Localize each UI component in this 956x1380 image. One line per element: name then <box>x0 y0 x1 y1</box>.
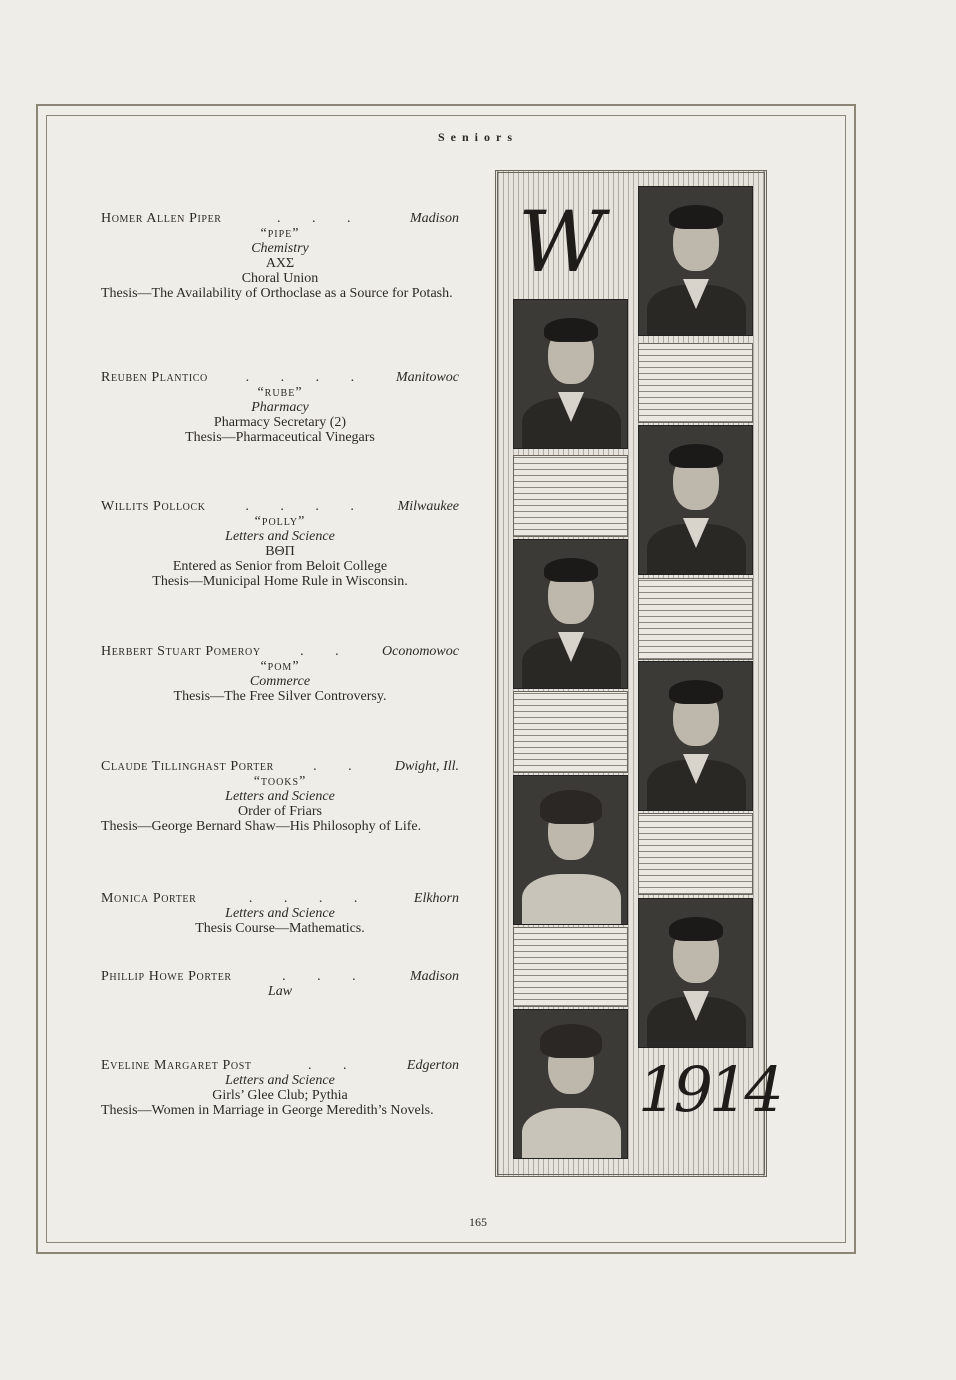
entry-town: Milwaukee <box>397 499 459 514</box>
entry-town: Madison <box>410 969 459 984</box>
entry-name: Claude Tillinghast Porter <box>101 759 274 774</box>
entry-name: Reuben Plantico <box>101 370 208 385</box>
entry-name: Phillip Howe Porter <box>101 969 232 984</box>
decorative-weave <box>638 343 753 423</box>
entry-thesis: Thesis—Municipal Home Rule in Wisconsin. <box>152 574 408 589</box>
entry-town: Dwight, Ill. <box>394 759 459 774</box>
entry-name: Monica Porter <box>101 891 197 906</box>
entry-course: Chemistry <box>251 241 309 256</box>
entry-activity: Choral Union <box>241 271 319 286</box>
senior-entry: Claude Tillinghast Porter . . Dwight, Ill. “tooks” Letters and Science Order of Friars Thesis—George Bernard Shaw—His Philosophy of Life. <box>101 759 459 834</box>
entry-activity: Girls’ Glee Club; Pythia <box>212 1088 348 1103</box>
portrait-photo <box>638 898 753 1048</box>
portrait-photo <box>513 1009 628 1159</box>
portrait-photo <box>638 425 753 575</box>
senior-entry: Herbert Stuart Pomeroy . . Oconomowoc “pom” Commerce Thesis—The Free Silver Controversy. <box>101 644 459 704</box>
entry-town: Elkhorn <box>413 891 459 906</box>
entry-nickname: “pom” <box>260 659 300 674</box>
entry-thesis: Thesis—The Availability of Orthoclase as a Source for Potash. <box>101 286 453 301</box>
decorative-weave <box>513 691 628 773</box>
entry-nickname: “rube” <box>257 385 303 400</box>
entry-activity: Order of Friars <box>238 804 322 819</box>
page-header: Seniors <box>437 130 518 144</box>
decorative-weave <box>513 927 628 1007</box>
entry-thesis: Thesis—Women in Marriage in George Meredith’s Novels. <box>101 1103 434 1118</box>
entry-course: Letters and Science <box>225 1073 335 1088</box>
entry-name: Homer Allen Piper <box>101 211 222 226</box>
portrait-photo <box>513 299 628 449</box>
page-number: 165 <box>469 1215 487 1229</box>
entry-nickname: “polly” <box>254 514 306 529</box>
entry-course: Letters and Science <box>225 906 335 921</box>
portrait-strip <box>495 170 780 1177</box>
entry-town: Manitowoc <box>396 370 459 385</box>
entry-name: Herbert Stuart Pomeroy <box>101 644 261 659</box>
senior-entry: Monica Porter . . . . Elkhorn Letters and Science Thesis Course—Mathematics. <box>101 891 459 936</box>
entry-fraternity: ΒΘΠ <box>265 544 295 559</box>
entry-thesis: Thesis Course—Mathematics. <box>195 921 365 936</box>
senior-entry: Willits Pollock . . . . Milwaukee “polly” Letters and Science ΒΘΠ Entered as Senior from Beloit College Thesis—Municipal Home Rule in Wisconsin. <box>101 499 459 589</box>
portrait-photo <box>513 539 628 689</box>
entry-nickname: “tooks” <box>253 774 307 789</box>
entry-name: Eveline Margaret Post <box>101 1058 252 1073</box>
monogram-w: W <box>518 193 605 291</box>
entry-course: Pharmacy <box>251 400 309 415</box>
portrait-photo <box>638 186 753 336</box>
entry-activity: Pharmacy Secretary (2) <box>213 415 347 430</box>
monogram-year: 1914 <box>638 1053 780 1126</box>
senior-entry: Phillip Howe Porter . . . Madison Law <box>101 969 459 999</box>
entry-nickname: “pipe” <box>260 226 300 241</box>
portrait-photo <box>638 661 753 811</box>
entry-course: Commerce <box>249 674 311 689</box>
entry-name: Willits Pollock <box>101 499 206 514</box>
entry-town: Madison <box>410 211 459 226</box>
entry-activity: Entered as Senior from Beloit College <box>172 559 388 574</box>
entry-thesis: Thesis—George Bernard Shaw—His Philosophy of Life. <box>101 819 422 834</box>
decorative-weave <box>513 455 628 537</box>
entry-course: Letters and Science <box>225 529 335 544</box>
entry-thesis: Thesis—Pharmaceutical Vinegars <box>185 430 375 445</box>
entry-course: Letters and Science <box>225 789 335 804</box>
entry-fraternity: ΑΧΣ <box>265 256 295 271</box>
decorative-weave <box>638 813 753 895</box>
senior-entry: Eveline Margaret Post . . Edgerton Letters and Science Girls’ Glee Club; Pythia Thesis—Women in Marriage in George Meredith’s Novels. <box>101 1058 459 1118</box>
senior-entry: Reuben Plantico . . . . Manitowoc “rube” Pharmacy Pharmacy Secretary (2) Thesis—Pharmaceutical Vinegars <box>101 370 459 445</box>
decorative-weave <box>638 578 753 660</box>
entry-course: Law <box>267 984 293 999</box>
senior-entry: Homer Allen Piper . . . Madison “pipe” Chemistry ΑΧΣ Choral Union Thesis—The Availability of Orthoclase as a Source for Potash. <box>101 211 459 301</box>
entry-town: Oconomowoc <box>382 644 459 659</box>
portrait-photo <box>513 775 628 925</box>
entry-thesis: Thesis—The Free Silver Controversy. <box>173 689 387 704</box>
entry-town: Edgerton <box>406 1058 459 1073</box>
